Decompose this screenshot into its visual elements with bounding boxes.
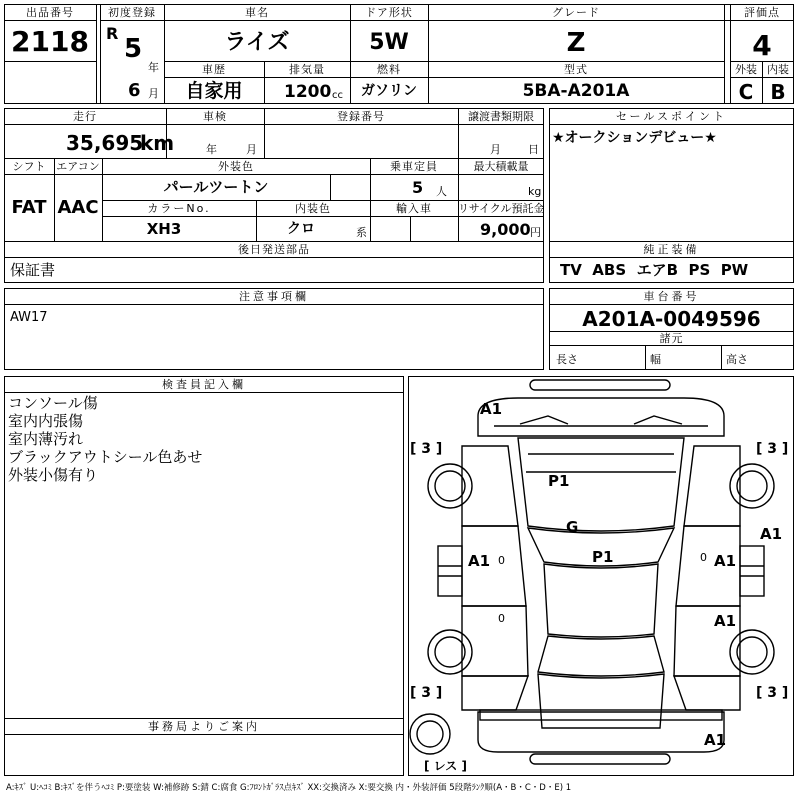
- later-parts-label: 後日発送部品: [238, 243, 310, 256]
- score-label: 評価点: [744, 6, 780, 19]
- inspector-line-4: ブラックアウトシール色あせ: [8, 448, 203, 466]
- spare-wheel: [410, 714, 450, 754]
- damage-a1-right-door: A1: [714, 552, 737, 570]
- right-quarter: [674, 676, 740, 710]
- notes-value: AW17: [10, 310, 48, 325]
- model-label: 型式: [564, 63, 588, 76]
- lot-no-value: 2118: [11, 25, 89, 58]
- model-value: 5BA-A201A: [522, 81, 630, 101]
- color-no-label: カラーNo.: [147, 202, 211, 215]
- mark-zero-3: 0: [700, 551, 707, 564]
- mirror-right: [740, 546, 764, 596]
- first-reg-year-unit: 年: [148, 61, 159, 74]
- int-color-value: クロ: [287, 221, 315, 237]
- front-lights: [520, 416, 682, 424]
- tire-fr: [ 3 ]: [756, 441, 789, 457]
- sales-point-label: セールスポイント: [615, 110, 727, 123]
- ext-grade-value: C: [738, 80, 754, 104]
- transfer-day-unit: 日: [528, 143, 539, 156]
- office-label: 事務局よりご案内: [148, 720, 260, 733]
- capacity-unit: 人: [436, 185, 447, 198]
- inspector-line-2: 室内内張傷: [8, 412, 84, 430]
- int-color-label: 内装色: [295, 202, 331, 215]
- max-load-label: 最大積載量: [473, 160, 529, 173]
- transfer-label: 譲渡書類期限: [468, 110, 534, 123]
- car-name-label: 車名: [245, 6, 269, 19]
- ac-label: エアコン: [56, 160, 100, 173]
- mark-zero-2: 0: [498, 612, 505, 625]
- color-no-value: XH3: [146, 220, 182, 238]
- sales-point-value: ★オークションデビュー★: [552, 130, 717, 146]
- first-reg-label: 初度登録: [108, 6, 156, 19]
- rear-bumper: [478, 712, 727, 752]
- equipment-label: 純正装備: [643, 243, 700, 256]
- specs-label: 諸元: [659, 332, 684, 345]
- displacement-label: 排気量: [289, 63, 325, 76]
- equipment-value: TV ABS エアB PS PW: [560, 261, 749, 279]
- damage-g-windshield: G: [566, 518, 579, 536]
- front-bumper-strip: [530, 380, 670, 390]
- first-reg-era: R: [106, 24, 119, 43]
- damage-a1-front: A1: [480, 400, 503, 418]
- damage-p1-roof: P1: [592, 548, 614, 566]
- ext-color-value: パールツートン: [163, 178, 269, 196]
- reg-no-label: 登録番号: [337, 110, 385, 123]
- chassis-label: 車台番号: [643, 290, 700, 303]
- capacity-label: 乗車定員: [390, 160, 438, 173]
- notes-label: 注意事項欄: [239, 290, 309, 303]
- car-name-value: ライズ: [224, 30, 290, 55]
- roof: [544, 564, 658, 637]
- recycle-value: 9,000: [480, 220, 531, 239]
- inspection-month-unit: 月: [246, 143, 257, 156]
- history-label: 車歴: [202, 63, 226, 76]
- recycle-unit: 円: [530, 226, 541, 239]
- displacement-unit: cc: [332, 90, 343, 101]
- inspector-line-1: コンソール傷: [8, 394, 98, 412]
- damage-a1-rear: A1: [704, 731, 727, 749]
- int-grade-value: B: [770, 80, 786, 104]
- mileage-unit: km: [140, 131, 175, 155]
- transfer-month-unit: 月: [490, 143, 501, 156]
- fuel-label: 燃料: [377, 63, 401, 76]
- front-bumper: [478, 398, 724, 436]
- door-value: 5W: [369, 30, 409, 55]
- import-label: 輸入車: [396, 202, 432, 215]
- damage-a1-left: A1: [468, 552, 491, 570]
- score-value: 4: [752, 29, 772, 62]
- damage-a1-right-fender: A1: [760, 525, 783, 543]
- door-label: ドア形状: [365, 6, 413, 19]
- inspector-line-3: 室内薄汚れ: [8, 430, 84, 448]
- mark-zero-1: 0: [498, 554, 505, 567]
- mirror-left: [438, 546, 462, 596]
- displacement-value: 1200: [284, 82, 332, 102]
- sales-point-box: [549, 108, 794, 242]
- lot-no-label: 出品番号: [26, 6, 74, 19]
- width-label: 幅: [650, 353, 661, 366]
- left-rear-door: [462, 606, 528, 676]
- shift-label: シフト: [12, 160, 46, 173]
- inspection-year-unit: 年: [206, 143, 217, 156]
- max-load-unit: kg: [528, 185, 542, 198]
- history-value: 自家用: [185, 80, 243, 102]
- rear-bumper-strip: [530, 754, 670, 764]
- ext-color-label: 外装色: [218, 160, 254, 173]
- spare-tire-note: [ レス ]: [424, 759, 467, 773]
- first-reg-month-unit: 月: [148, 87, 159, 100]
- int-color-unit: 系: [356, 226, 367, 239]
- tire-rr: [ 3 ]: [756, 685, 789, 701]
- inspector-label: 検査員記入欄: [162, 378, 246, 391]
- first-reg-year: 5: [124, 34, 143, 64]
- ac-value: AAC: [57, 197, 99, 218]
- height-label: 高さ: [726, 353, 748, 366]
- later-parts-value: 保証書: [10, 261, 56, 279]
- capacity-value: 5: [412, 178, 424, 197]
- rear-glass: [538, 636, 664, 676]
- tire-rl: [ 3 ]: [410, 685, 443, 701]
- mileage-label: 走行: [73, 110, 97, 123]
- car-diagram: [408, 376, 794, 776]
- inspection-label: 車検: [203, 110, 227, 123]
- chassis-value: A201A-0049596: [582, 307, 761, 331]
- grade-label: グレード: [552, 6, 600, 19]
- int-grade-label: 内装: [767, 63, 789, 76]
- fuel-value: ガソリン: [361, 83, 417, 99]
- right-fender: [684, 446, 740, 526]
- length-label: 長さ: [556, 353, 578, 366]
- legend-text: A:ｷｽﾞ U:ﾍｺﾐ B:ｷｽﾞを伴うﾍｺﾐ P:要塗装 W:補修跡 S:錆 C:腐食 G:ﾌﾛﾝﾄｶﾞﾗｽ点ｷｽﾞ XX:交換済み X:要交換 内・外装評価 5段階ﾗﾝｸ順(A・B・C・D・E) 1: [6, 783, 572, 793]
- left-quarter: [462, 676, 528, 710]
- mileage-value: 35,695: [66, 131, 144, 155]
- first-reg-month: 6: [128, 80, 141, 101]
- ext-grade-label: 外装: [735, 63, 757, 76]
- shift-value: FAT: [11, 197, 47, 218]
- tire-fl: [ 3 ]: [410, 441, 443, 457]
- damage-p1-hood: P1: [548, 472, 570, 490]
- left-fender: [462, 446, 518, 526]
- grade-value: Z: [566, 28, 586, 58]
- inspector-line-5: 外装小傷有り: [8, 466, 99, 484]
- recycle-label: リサイクル預託金: [458, 202, 545, 215]
- damage-a1-right-rear: A1: [714, 612, 737, 630]
- hood: [518, 438, 684, 531]
